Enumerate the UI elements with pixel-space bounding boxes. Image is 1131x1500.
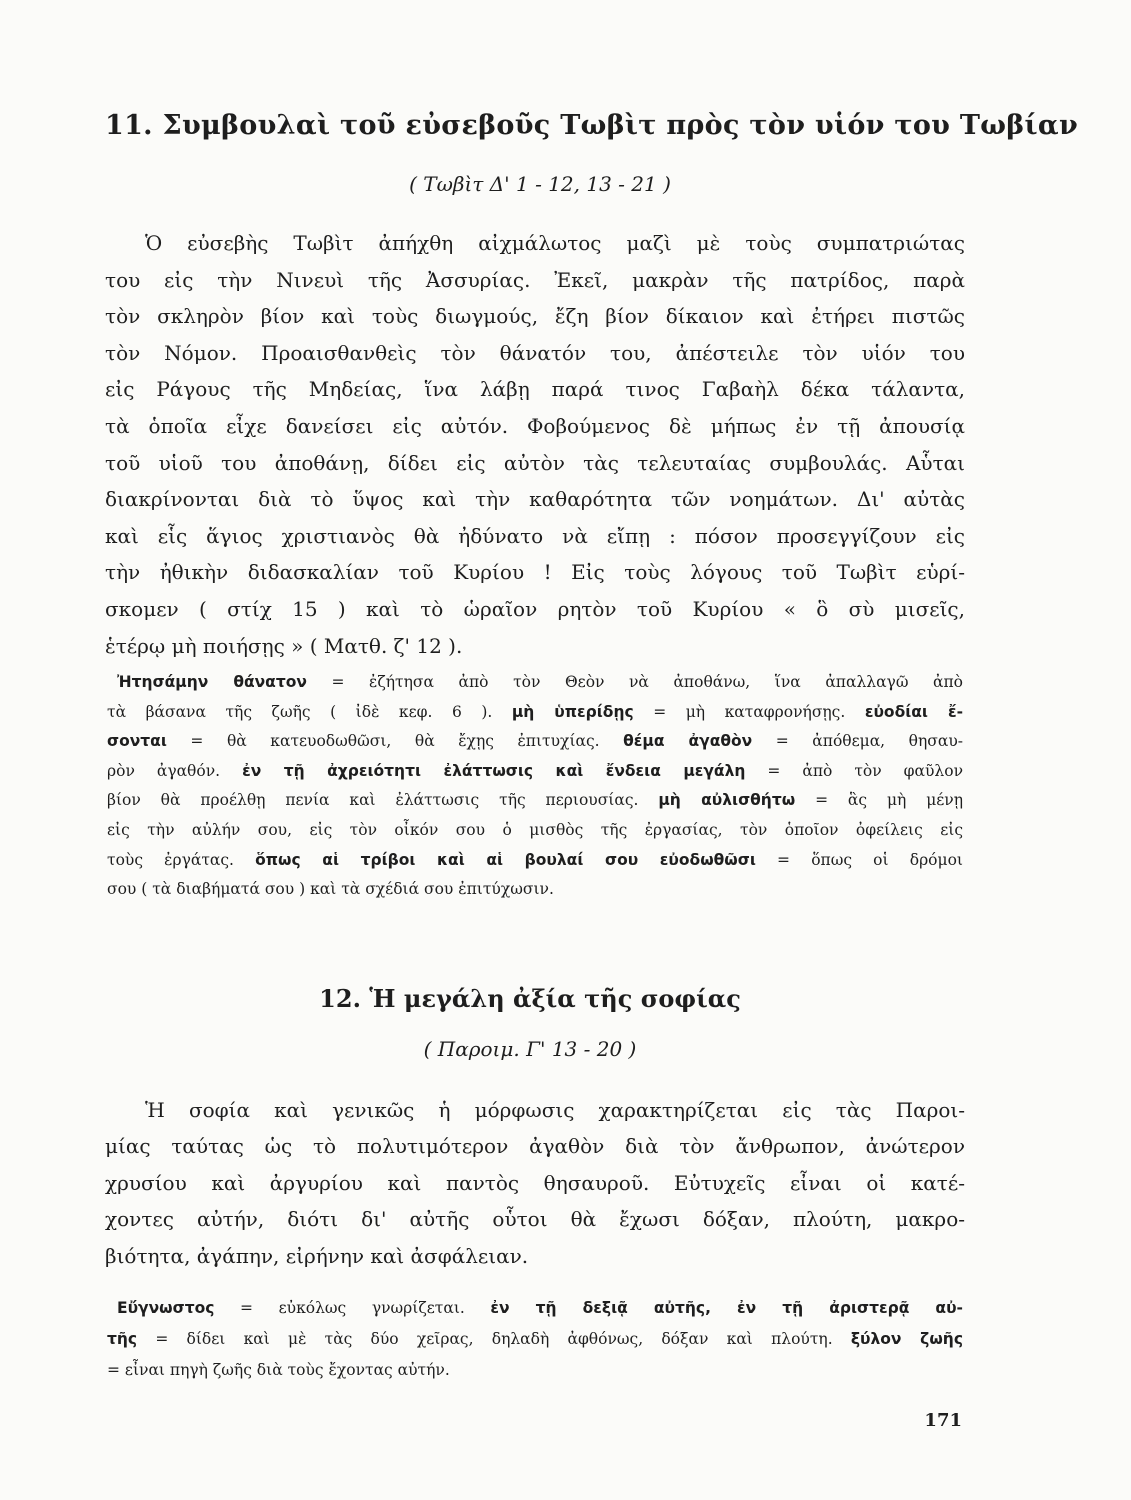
glossary-term: ἐν τῇ ἀχρειότητι ἐλάττωσις καὶ ἔνδεια μεγάλη — [242, 761, 746, 780]
note-line — [107, 1324, 963, 1355]
section-title: 12. Ἡ μεγάλη ἀξία τῆς σοφίας — [319, 984, 741, 1013]
glossary-text: ρὸν ἀγαθόν. — [107, 761, 243, 780]
glossary-term: ὅπως αἱ τρίβοι καὶ αἱ βουλαί σου εὐοδωθῶσι — [255, 850, 756, 869]
glossary-term: τῆς — [107, 1330, 138, 1348]
glossary-text: = ἃς μὴ μένῃ — [795, 791, 963, 810]
note-line — [107, 816, 963, 846]
note-line — [107, 1293, 963, 1324]
glossary-term: θέμα ἀγαθὸν — [623, 732, 753, 751]
text-line: του εἰς τὴν Νινευὶ τῆς Ἀσσυρίας. Ἐκεῖ, μακρὰν τῆς πατρίδος, παρὰ — [105, 267, 965, 292]
glossary-text: = ἀπόθεμα, θησαυ- — [752, 732, 963, 751]
glossary-term: μὴ αὐλισθήτω — [658, 791, 796, 810]
glossary-term: Ἠτησάμην θάνατον — [117, 673, 307, 691]
glossary-term: Εὔγνωστος — [117, 1299, 215, 1317]
glossary-term: ἐν τῇ δεξιᾷ αὐτῆς, ἐν τῇ ἀριστερᾷ αὐ- — [490, 1299, 963, 1317]
glossary-term: ξύλον ζωῆς — [850, 1330, 963, 1348]
glossary-text: = εὐκόλως γνωρίζεται. — [214, 1299, 491, 1317]
text-line: Ἡ σοφία καὶ γενικῶς ἡ μόρφωσις χαρακτηρίζεται εἰς τὰς Παροι- — [145, 1098, 965, 1122]
glossary-text: = μὴ καταφρονήσῃς. — [633, 702, 865, 721]
note-line — [107, 846, 963, 876]
text-line: σκομεν ( στίχ 15 ) καὶ τὸ ὡραῖον ρητὸν τοῦ Κυρίου « ὃ σὺ μισεῖς, — [105, 596, 965, 621]
section-body — [105, 1092, 965, 1274]
glossary-term: εὐοδίαι ἔ- — [864, 702, 963, 721]
section-body — [105, 225, 965, 664]
glossary-text: = δίδει καὶ μὲ τὰς δύο χεῖρας, δηλαδὴ ἀφθόνως, δόξαν καὶ πλούτη. — [137, 1330, 851, 1348]
glossary-text: = ὅπως οἱ δρόμοι — [755, 850, 963, 869]
glossary-text: = ἐζήτησα ἀπὸ τὸν Θεὸν νὰ ἀποθάνω, ἵνα ἀπαλλαγῶ ἀπὸ — [306, 673, 963, 691]
vocabulary-notes — [107, 668, 963, 905]
glossary-text: = ἀπὸ τὸν φαῦλον — [745, 761, 963, 780]
glossary-text: = εἶναι πηγὴ ζωῆς διὰ τοὺς ἔχοντας αὐτήν. — [107, 1361, 450, 1379]
note-line — [107, 757, 963, 787]
page-number: 171 — [924, 1410, 962, 1431]
note-line — [107, 727, 963, 757]
glossary-term: σονται — [107, 732, 167, 751]
text-line: μίας ταύτας ὡς τὸ πολυτιμότερον ἀγαθὸν διὰ τὸν ἄνθρωπον, ἀνώτερον — [105, 1134, 965, 1159]
note-line — [107, 875, 963, 905]
text-line: τὴν ἠθικὴν διδασκαλίαν τοῦ Κυρίου ! Εἰς τοὺς λόγους τοῦ Τωβὶτ εὑρί- — [105, 560, 965, 585]
text-line: εἰς Ράγους τῆς Μηδείας, ἵνα λάβῃ παρά τινος Γαβαὴλ δέκα τάλαντα, — [105, 377, 965, 402]
glossary-term: μὴ ὑπερίδῃς — [511, 702, 634, 721]
note-line — [107, 1355, 963, 1386]
text-line: καὶ εἷς ἅγιος χριστιανὸς θὰ ἠδύνατο νὰ εἴπῃ : πόσον προσεγγίζουν εἰς — [105, 523, 965, 548]
note-line — [107, 668, 963, 698]
text-line: Ὁ εὐσεβὴς Τωβὶτ ἀπήχθη αἰχμάλωτος μαζὶ μὲ τοὺς συμπατριώτας — [145, 231, 965, 255]
glossary-text: τὰ βάσανα τῆς ζωῆς ( ἰδὲ κεφ. 6 ). — [107, 702, 512, 721]
text-line: τὰ ὁποῖα εἶχε δανείσει εἰς αὐτόν. Φοβούμενος δὲ μήπως ἐν τῇ ἀπουσίᾳ — [105, 413, 965, 438]
text-line: βιότητα, ἀγάπην, εἰρήνην καὶ ἀσφάλειαν. — [105, 1243, 529, 1268]
scripture-reference: ( Τωβὶτ Δ' 1 - 12, 13 - 21 ) — [409, 172, 671, 196]
vocabulary-notes — [107, 1293, 963, 1386]
text-line: ἑτέρῳ μὴ ποιήσῃς » ( Ματθ. ζ' 12 ). — [105, 633, 463, 658]
glossary-text: βίον θὰ προέλθῃ πενία καὶ ἐλάττωσις τῆς περιουσίας. — [107, 791, 659, 810]
note-line — [107, 698, 963, 728]
glossary-text: = θὰ κατευοδωθῶσι, θὰ ἔχῃς ἐπιτυχίας. — [166, 732, 624, 751]
text-line: τὸν σκληρὸν βίον καὶ τοὺς διωγμούς, ἔζη βίον δίκαιον καὶ ἐτήρει πιστῶς — [105, 304, 965, 329]
text-line: τὸν Νόμον. Προαισθανθεὶς τὸν θάνατόν του, ἀπέστειλε τὸν υἱόν του — [105, 340, 965, 365]
glossary-text: εἰς τὴν αὐλήν σου, εἰς τὸν οἶκόν σου ὁ μισθὸς τῆς ἐργασίας, τὸν ὁποῖον ὀφείλεις εἰς — [107, 820, 963, 839]
note-line — [107, 786, 963, 816]
text-line: διακρίνονται διὰ τὸ ὕψος καὶ τὴν καθαρότητα τῶν νοημάτων. Δι' αὐτὰς — [105, 487, 965, 512]
scripture-reference: ( Παροιμ. Γ' 13 - 20 ) — [423, 1037, 637, 1061]
text-line: τοῦ υἱοῦ του ἀποθάνῃ, δίδει εἰς αὐτὸν τὰς τελευταίας συμβουλάς. Αὗται — [105, 450, 965, 475]
section-title: 11. Συμβουλαὶ τοῦ εὐσεβοῦς Τωβὶτ πρὸς τὸν υἱόν του Τωβίαν — [105, 110, 1078, 141]
text-line: χρυσίου καὶ ἀργυρίου καὶ παντὸς θησαυροῦ. Εὐτυχεῖς εἶναι οἱ κατέ- — [105, 1170, 965, 1195]
glossary-text: σου ( τὰ διαβήματά σου ) καὶ τὰ σχέδιά σου ἐπιτύχωσιν. — [107, 880, 554, 899]
glossary-text: τοὺς ἐργάτας. — [107, 850, 256, 869]
text-line: χοντες αὐτήν, διότι δι' αὐτῆς οὗτοι θὰ ἔχωσι δόξαν, πλούτη, μακρο- — [105, 1207, 965, 1232]
